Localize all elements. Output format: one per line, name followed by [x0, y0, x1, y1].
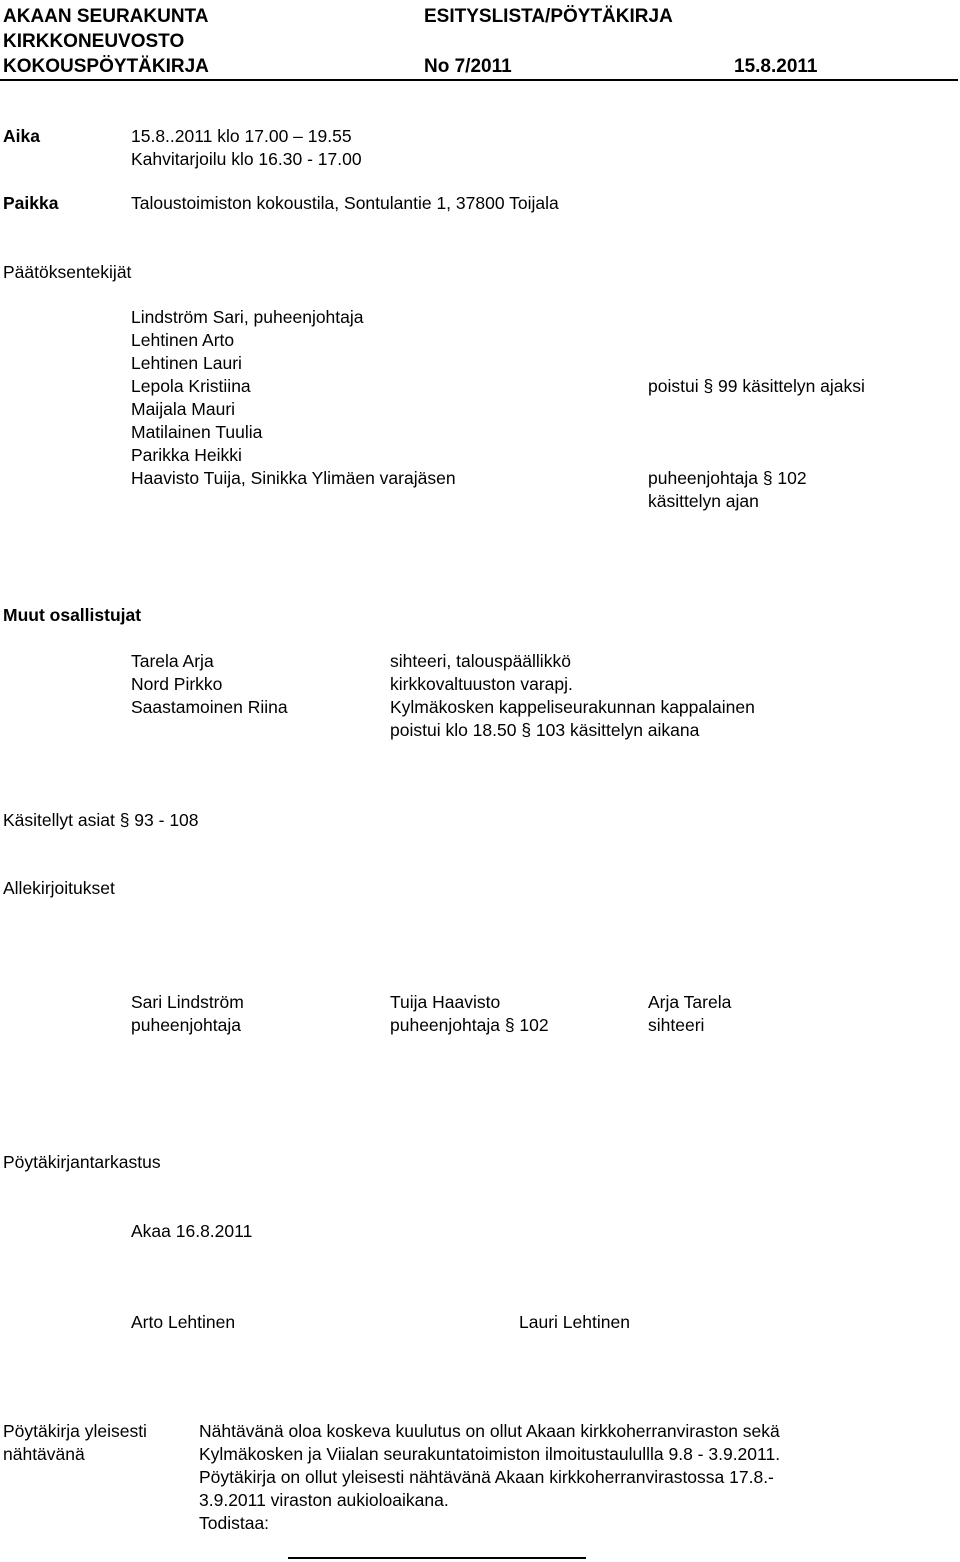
participant-role: kirkkovaltuuston varapj. — [390, 674, 573, 694]
member-name: Lehtinen Lauri — [131, 353, 242, 373]
member-name: Lehtinen Arto — [131, 330, 235, 350]
participant-role: Kylmäkosken kappeliseurakunnan kappalainen — [390, 697, 755, 717]
others-roles — [390, 650, 755, 742]
review-label: Pöytäkirjantarkastus — [3, 1152, 161, 1172]
decision-makers-label: Päätöksentekijät — [3, 262, 132, 282]
notice-line: Kylmäkosken ja Viialan seurakuntatoimiston ilmoitustaulullla 9.8 - 3.9.2011. — [199, 1444, 781, 1464]
decision-makers-list — [131, 306, 456, 490]
public-label: Pöytäkirja yleisesti — [3, 1421, 147, 1441]
body-name: KIRKKONEUVOSTO — [3, 31, 185, 52]
member-name: Parikka Heikki — [131, 445, 242, 465]
others-label: Muut osallistujat — [3, 605, 142, 625]
signer-role: sihteeri — [648, 1015, 705, 1035]
attest-signature-line — [288, 1557, 586, 1559]
member-name: Matilainen Tuulia — [131, 422, 263, 442]
haavisto-note: puheenjohtaja § 102 — [648, 468, 807, 488]
member-name: Lepola Kristiina — [131, 376, 251, 396]
signer-name: Tuija Haavisto — [390, 992, 501, 1012]
notice-line: 3.9.2011 viraston aukioloaikana. — [199, 1490, 449, 1510]
doc-title: ESITYSLISTA/PÖYTÄKIRJA — [424, 6, 673, 27]
lepola-note: poistui § 99 käsittelyn ajaksi — [648, 376, 865, 396]
signer-name: Sari Lindström — [131, 992, 244, 1012]
signer-role: puheenjohtaja — [131, 1015, 241, 1035]
aika-coffee: Kahvitarjoilu klo 16.30 - 17.00 — [131, 149, 362, 169]
meeting-date: 15.8.2011 — [734, 56, 818, 77]
doc-type: KOKOUSPÖYTÄKIRJA — [3, 56, 209, 77]
attest-label: Todistaa: — [199, 1513, 270, 1533]
aika-time: 15.8..2011 klo 17.00 – 19.55 — [131, 126, 352, 146]
participant-name: Tarela Arja — [131, 651, 214, 671]
paikka-value: Taloustoimiston kokoustila, Sontulantie 1, 37800 Toijala — [131, 193, 559, 213]
public-label-cont: nähtävänä — [3, 1444, 85, 1464]
reviewer-name: Lauri Lehtinen — [519, 1312, 630, 1332]
participant-role: poistui klo 18.50 § 103 käsittelyn aikana — [390, 720, 700, 740]
haavisto-note-cont: käsittelyn ajan — [648, 491, 759, 511]
notice-line: Pöytäkirja on ollut yleisesti nähtävänä Akaan kirkkoherranvirastossa 17.8.- — [199, 1467, 774, 1487]
signatures-label: Allekirjoitukset — [3, 878, 115, 898]
signer-role: puheenjohtaja § 102 — [390, 1015, 549, 1035]
signer-name: Arja Tarela — [648, 992, 732, 1012]
review-place-date: Akaa 16.8.2011 — [131, 1221, 253, 1241]
notice-line: Nähtävänä oloa koskeva kuulutus on ollut Akaan kirkkoherranviraston sekä — [199, 1421, 780, 1441]
member-name: Haavisto Tuija, Sinikka Ylimäen varajäsen — [131, 468, 456, 488]
participant-name: Saastamoinen Riina — [131, 697, 288, 717]
org-name: AKAAN SEURAKUNTA — [3, 6, 209, 27]
participant-name: Nord Pirkko — [131, 674, 223, 694]
others-names — [131, 650, 288, 719]
handled-items: Käsitellyt asiat § 93 - 108 — [3, 810, 199, 830]
participant-role: sihteeri, talouspäällikkö — [390, 651, 571, 671]
aika-label: Aika — [3, 126, 40, 146]
meeting-number: No 7/2011 — [424, 56, 512, 77]
member-name: Lindström Sari, puheenjohtaja — [131, 307, 364, 327]
member-name: Maijala Mauri — [131, 399, 236, 419]
paikka-label: Paikka — [3, 193, 59, 213]
reviewer-name: Arto Lehtinen — [131, 1312, 236, 1332]
public-notice — [199, 1420, 780, 1535]
header-rule — [0, 79, 958, 81]
